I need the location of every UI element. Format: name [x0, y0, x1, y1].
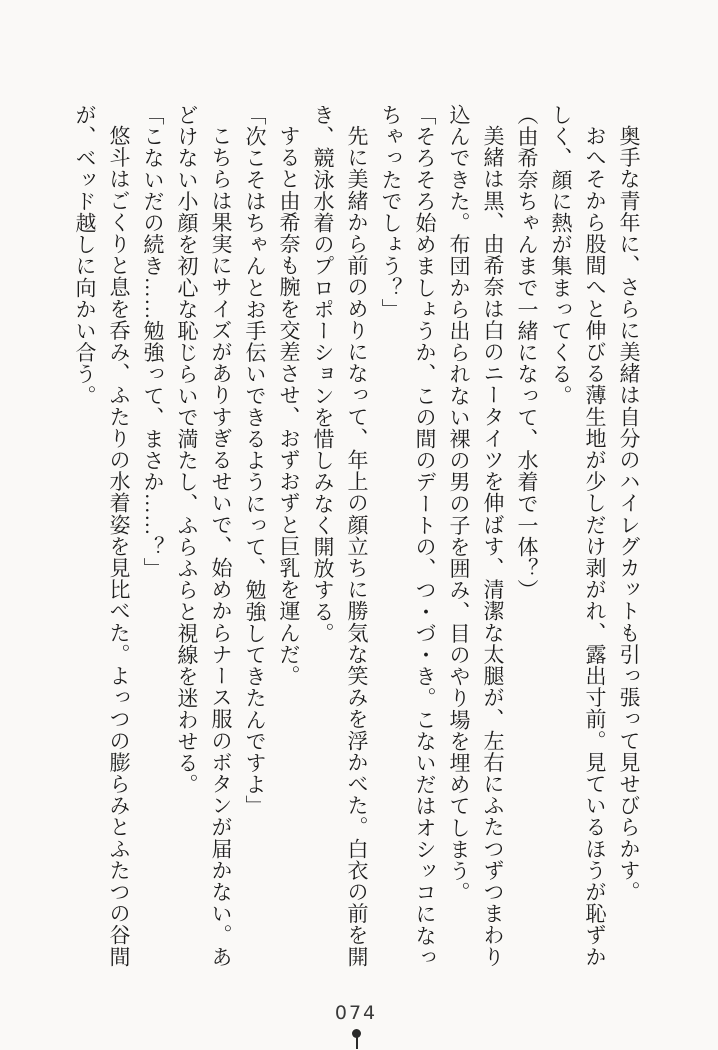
pin-stem	[356, 1037, 358, 1049]
paragraph: 先に美緒から前のめりになって、年上の顔立ちに勝気な笑みを浮かべた。白衣の前を開き、競泳水着のプロポーションを惜しみなく開放する。	[311, 104, 369, 968]
paragraph: すると由希奈も腕を交差させ、おずおずと巨乳を運んだ。	[277, 125, 301, 687]
body-text	[64, 104, 646, 970]
paragraph: 「そろそろ始めましょうか、この間のデートの、つ・づ・き。こないだはオシッコになっちゃったでしょう？」	[379, 104, 437, 968]
paragraph: 美緒は黒、由希奈は白のニータイツを伸ばす、清潔な太腿が、左右にふたつずつまわり込んできた。布団から出られない裸の男の子を囲み、目のやり場を埋めてしまう。	[447, 104, 505, 968]
paragraph: こちらは果実にサイズがありすぎるせいで、始めからナース服のボタンが届かない。あどけない小顔を初心な恥じらいで満たし、ふらふらと視線を迷わせる。	[175, 104, 233, 968]
paragraph: 「こないだの続き……勉強って、まさか……？」	[141, 104, 165, 580]
pin-marker-icon	[351, 1029, 362, 1050]
paragraph: おへそから股間へと伸びる薄生地が少しだけ剥がれ、露出寸前。見ているほうが恥ずかしく、顔に熱が集まってくる。	[549, 104, 607, 968]
paragraph: 悠斗はごくりと息を呑み、ふたりの水着姿を見比べた。よっつの膨らみとふたつの谷間が、ベッド越しに向かい合う。	[73, 104, 131, 968]
paragraph: 奥手な青年に、さらに美緒は自分のハイレグカットも引っ張って見せびらかす。	[617, 125, 641, 903]
page-number: 074	[334, 1002, 378, 1024]
paragraph: 「次こそはちゃんとお手伝いできるようにって、勉強してきたんですよ」	[243, 104, 267, 817]
paragraph: （由希奈ちゃんまで一緒になって、水着で一体？）	[515, 104, 539, 601]
